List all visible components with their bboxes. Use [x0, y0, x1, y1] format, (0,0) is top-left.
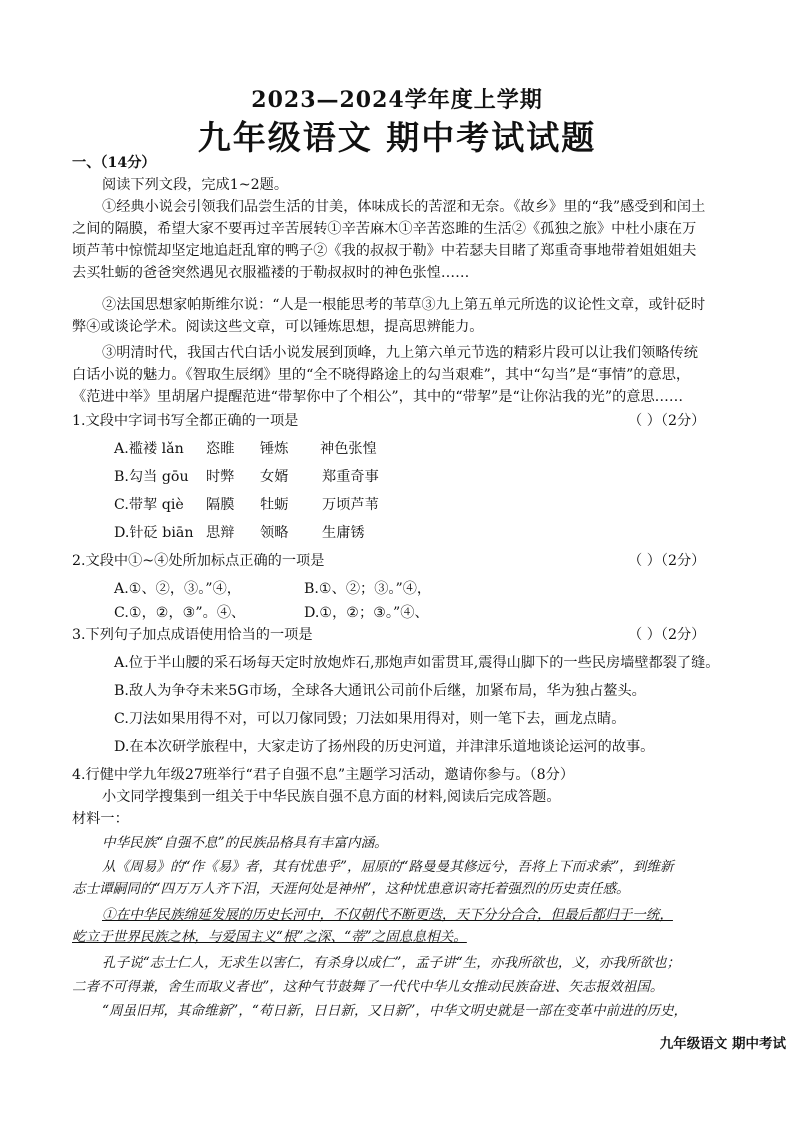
q3-option-b: B.敌人为争夺未来5G市场，全球各大通讯公司前仆后继，加紧布局，华为独占鳌头。	[114, 683, 646, 699]
exam-main-title: 九年级语文 期中考试试题	[197, 118, 597, 157]
question-1-stem: 1.文段中字词书写全都正确的一项是	[72, 413, 299, 429]
passage-paragraph-3-line-3: 《范进中举》里胡屠户提醒范进“带挈你中了个相公”，其中的“带挈”是“让你沾我的光”的意思……	[72, 389, 684, 405]
passage-paragraph-1-line-1: ①经典小说会引领我们品尝生活的甘美，体味成长的苦涩和无奈。《故乡》里的“我”感受到和闰土	[102, 199, 706, 215]
q1-option-c-word-4: 万顷芦苇	[322, 497, 379, 513]
q2-option-a: A.①、②，③。”④，	[114, 581, 241, 597]
q1-option-c-word-2: 隔膜	[206, 497, 235, 513]
q2-option-c: C.①，②，③”。④、	[114, 605, 246, 621]
passage-paragraph-2-line-2: 弊④或谈论学术。阅读这些文章，可以锤炼思想，提高思辨能力。	[72, 319, 484, 335]
q2-option-b: B.①、②；③。”④，	[304, 581, 432, 597]
passage-paragraph-3-line-1: ③明清时代，我国古代白话小说发展到顶峰，九上第六单元节选的精彩片段可以让我们领略传统	[102, 345, 698, 361]
q1-option-a-word-4: 神色张惶	[320, 441, 377, 457]
question-4-intro: 小文同学搜集到一组关于中华民族自强不息方面的材料,阅读后完成答题。	[102, 789, 561, 805]
material-one-label: 材料一：	[72, 811, 129, 827]
question-3-answer-blank[interactable]: （ ）（2分）	[628, 627, 706, 643]
q3-option-c: C.刀法如果用得不对，可以刀傢同毁；刀法如果用得对，则一笔下去，画龙点睛。	[114, 711, 626, 727]
material-line-1: 中华民族“自强不息”的民族品格具有丰富内涵。	[102, 835, 388, 851]
material-line-2: 从《周易》的“作《易》者，其有忧患乎”，屈原的“路曼曼其修远兮，吾将上下而求索”，到维新	[102, 859, 674, 875]
material-line-8: “周虽旧邦，其命维新”，“苟日新，日日新，又日新”，中华文明史就是一部在变革中前进的历史，	[102, 1003, 688, 1019]
q3-option-a: A.位于半山腰的采石场每天定时放炮炸石,那炮声如雷贯耳,震得山脚下的一些民房墙壁都裂了缝。	[114, 655, 720, 671]
question-4-stem: 4.行健中学九年级27班举行“君子自强不息”主题学习活动，邀请你参与。（8分）	[72, 767, 575, 783]
q1-option-b-word-4: 郑重奇事	[322, 469, 379, 485]
q1-option-a-word-1: A.褴褛 lǎn	[114, 441, 184, 457]
material-line-4-underlined: ①在中华民族绵延发展的历史长河中，不仅朝代不断更迭，天下分分合合，但最后都归于一统，	[102, 907, 673, 923]
section-label: 一、（14分）	[72, 155, 156, 171]
q1-option-b-word-1: B.勾当 gōu	[114, 469, 189, 485]
material-line-7: 二者不可得兼，舍生而取义者也”，这种气节鼓舞了一代代中华儿女推动民族奋进、矢志报效祖国。	[72, 979, 664, 995]
material-line-5-underlined: 屹立于世界民族之林，与爱国主义“根”之深、“蒂”之固息息相关。	[72, 929, 467, 945]
question-2-stem: 2.文段中①~④处所加标点正确的一项是	[72, 553, 325, 569]
q1-option-d-word-1: D.针砭 biān	[114, 525, 194, 541]
passage-paragraph-1-line-2: 之间的隔膜，希望大家不要再过辛苦展转①辛苦麻木①辛苦恣雎的生活②《孤独之旅》中杜小康在万	[72, 221, 697, 237]
passage-paragraph-1-line-3: 顷芦苇中惊慌却坚定地追赶乱窜的鸭子②《我的叔叔于勒》中若瑟夫目睹了郑重奇事地带着姐姐姐夫	[72, 243, 697, 259]
exam-year-title: 2023—2024学年度上学期	[251, 87, 543, 113]
q1-option-d-word-2: 思辩	[206, 525, 235, 541]
q1-option-d-word-4: 生庸锈	[322, 525, 365, 541]
q3-option-d: D.在本次研学旅程中，大家走访了扬州段的历史河道，并津津乐道地谈论运河的故事。	[114, 739, 655, 755]
q1-option-b-word-3: 女婿	[260, 469, 289, 485]
material-line-6: 孔子说“志士仁人，无求生以害仁，有杀身以成仁”，孟子讲“生，亦我所欲也，义，亦我所欲也；	[102, 955, 681, 971]
passage-paragraph-3-line-2: 白话小说的魅力。《智取生辰纲》里的“全不晓得路途上的勾当艰难”，其中“勾当”是“事情”的意思，	[72, 367, 691, 383]
q1-option-c-word-1: C.带挈 qiè	[114, 497, 184, 513]
section-instruction: 阅读下列文段，完成1~2题。	[102, 177, 289, 193]
q1-option-a-word-2: 恣睢	[206, 441, 235, 457]
question-2-answer-blank[interactable]: （ ）（2分）	[628, 553, 706, 569]
passage-paragraph-1-line-4: 去买牡蛎的爸爸突然遇见衣服褴褛的于勒叔叔时的神色张惶……	[72, 265, 470, 281]
passage-paragraph-2-line-1: ②法国思想家帕斯维尔说：“人是一根能思考的苇草③九上第五单元所选的议论性文章，或针砭时	[102, 297, 706, 313]
q1-option-b-word-2: 时弊	[206, 469, 235, 485]
question-3-stem: 3.下列句子加点成语使用恰当的一项是	[72, 627, 313, 643]
q1-option-d-word-3: 领略	[260, 525, 289, 541]
q1-option-a-word-3: 锤炼	[260, 441, 289, 457]
page-footer: 九年级语文 期中考试	[659, 1036, 786, 1052]
q1-option-c-word-3: 牡蛎	[260, 497, 289, 513]
question-1-answer-blank[interactable]: （ ）（2分）	[628, 413, 706, 429]
q2-option-d: D.①，②；③。”④、	[304, 605, 429, 621]
material-line-3: 志士谭嗣同的“四万万人齐下泪，天涯何处是神州”，这种忧患意识寄托着强烈的历史责任感。	[72, 881, 630, 897]
